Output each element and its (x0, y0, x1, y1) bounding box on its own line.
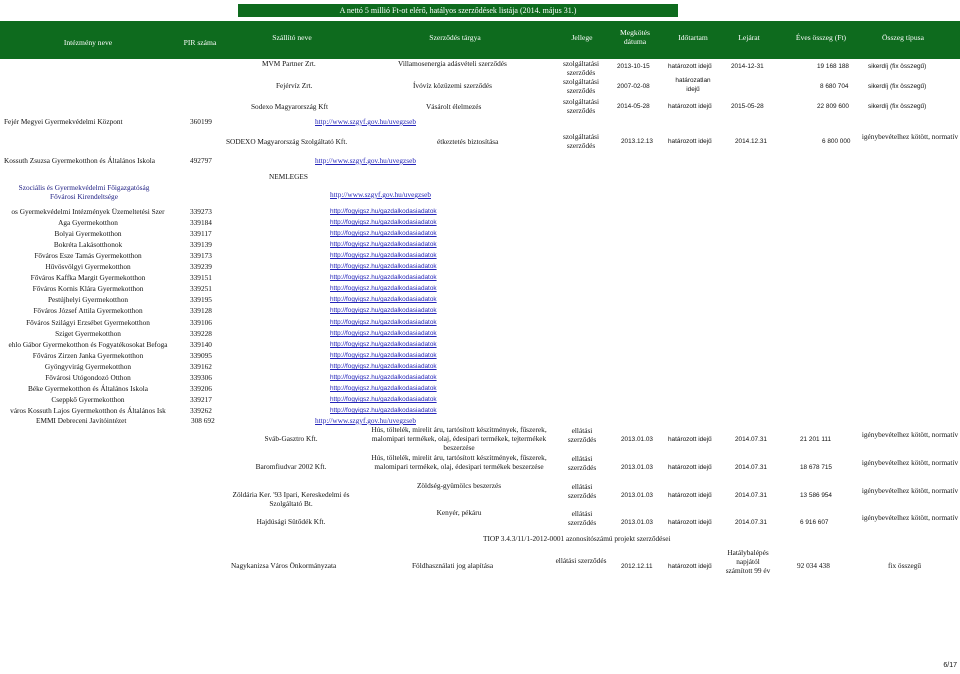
cell-osszeg: 19 168 188 (817, 63, 849, 70)
header-megkotes: Megkötés dátuma (620, 28, 650, 46)
institution-pir: 339195 (190, 295, 212, 304)
cell-osszeg: 6 800 000 (822, 138, 851, 145)
header-jellege: Jellege (571, 33, 593, 42)
institution-pir: 339306 (190, 373, 212, 382)
cell-lejarat: 2014.07.31 (735, 464, 767, 471)
cell-targy: Ívóvíz közüzemi szerződés (413, 81, 493, 90)
institution-name: EMMI Debreceni Javítóintézet (36, 416, 127, 425)
cell-osszeg: 8 680 704 (820, 83, 849, 90)
institution-name: Főváros Esze Tamás Gyermekotthon (34, 251, 142, 260)
cell-ido: határozott idejű (668, 563, 712, 570)
cell-tipus: igénybevételhez kötött, normatív (861, 430, 959, 439)
institution-name: ehlo Gábor Gyermekotthon és Fogyatékosokat Befoga (8, 340, 168, 349)
header-pir: PIR száma (183, 38, 217, 47)
cell-szallito: Baromfiudvar 2002 Kft. (255, 462, 327, 471)
institution-name: Fejér Megyei Gyermekvédelmi Központ (4, 117, 123, 126)
cell-jellege: szolgáltatási szerződés (562, 97, 600, 115)
institution-link[interactable]: http://fogyigsz.hu/gazdalkodasiadatok (330, 219, 437, 226)
cell-tipus: igénybevételhez kötött, normatív (861, 132, 959, 141)
cell-targy: Zöldség-gyümölcs beszerzés (416, 481, 502, 490)
institution-link[interactable]: http://fogyigsz.hu/gazdalkodasiadatok (330, 319, 437, 326)
institution-pir: 339228 (190, 329, 212, 338)
header-lejarat: Lejárat (738, 33, 760, 42)
institution-link[interactable]: http://fogyigsz.hu/gazdalkodasiadatok (330, 341, 437, 348)
institution-pir: 339262 (190, 406, 212, 415)
institution-name: Főváros József Attila Gyermekotthon (33, 306, 143, 315)
cell-jellege: szolgáltatási szerződés (562, 77, 600, 95)
cell-osszeg: 21 201 111 (800, 436, 832, 443)
cell-osszeg: 18 678 715 (800, 464, 832, 471)
institution-link[interactable]: http://fogyigsz.hu/gazdalkodasiadatok (330, 363, 437, 370)
institution-link[interactable]: http://fogyigsz.hu/gazdalkodasiadatok (330, 330, 437, 337)
institution-link[interactable]: http://fogyigsz.hu/gazdalkodasiadatok (330, 208, 437, 215)
cell-targy: Földhasználati jog alapítása (412, 561, 494, 570)
institution-pir: 492797 (190, 156, 212, 165)
institution-pir: 308 692 (191, 416, 215, 425)
institution-pir: 339117 (190, 229, 212, 238)
cell-ido: határozott idejű (668, 138, 712, 145)
cell-tipus: igénybevételhez kötött, normatív (861, 458, 959, 467)
cell-datum: 2007-02-08 (617, 83, 650, 90)
cell-lejarat: 2015-05-28 (731, 103, 764, 110)
cell-ido: határozott idejű (668, 492, 712, 499)
institution-pir: 339139 (190, 240, 212, 249)
institution-name: Főváros Szilágyi Erzsébet Gyermekotthon (26, 318, 150, 327)
cell-targy: Kenyér, pékáru (436, 508, 482, 517)
cell-szallito: Hajdúsági Sütődék Kft. (256, 517, 326, 526)
institution-pir: 339151 (190, 273, 212, 282)
cell-lejarat: 2014.07.31 (735, 492, 767, 499)
cell-osszeg: 92 034 438 (797, 561, 830, 570)
cell-szallito: SODEXO Magyarország Szolgáltató Kft. (226, 137, 348, 146)
institution-link[interactable]: http://fogyigsz.hu/gazdalkodasiadatok (330, 296, 437, 303)
institution-pir: 339162 (190, 362, 212, 371)
institution-name: Főváros Kaffka Margit Gyermekotthon (30, 273, 146, 282)
cell-jellege: ellátási szerződés (555, 556, 607, 565)
institution-link[interactable]: http://fogyigsz.hu/gazdalkodasiadatok (330, 396, 437, 403)
institution-name: Főváros Kornis Klára Gyermekotthon (32, 284, 144, 293)
cell-szallito: Fejérvíz Zrt. (276, 81, 313, 90)
header-intezmeny: Intézmény neve (63, 38, 113, 47)
cell-szallito: Nagykanizsa Város Önkormányzata (231, 561, 337, 570)
institution-name: Hűvösvölgyi Gyermekotthon (45, 262, 131, 271)
institution-link[interactable]: http://fogyigsz.hu/gazdalkodasiadatok (330, 385, 437, 392)
cell-datum: 2014-05-28 (617, 103, 650, 110)
cell-jellege: ellátási szerződés (567, 454, 597, 472)
cell-datum: 2013.12.13 (621, 138, 653, 145)
institution-name: Pestújhelyi Gyermekotthon (47, 295, 129, 304)
institution-pir: 339184 (190, 218, 212, 227)
cell-tipus: sikerdíj (fix összegű) (868, 83, 927, 90)
cell-jellege: ellátási szerződés (567, 509, 597, 527)
cell-datum: 2013-10-15 (617, 63, 650, 70)
institution-link[interactable]: http://www.szgyf.gov.hu/uvegzseb (315, 117, 416, 126)
institution-name: Fővárosi Utógondozó Otthon (45, 373, 131, 382)
nemleges-label: NEMLEGES (269, 172, 308, 181)
institution-link[interactable]: http://fogyigsz.hu/gazdalkodasiadatok (330, 285, 437, 292)
institution-name: Cseppkő Gyermekotthon (51, 395, 125, 404)
cell-szallito: Sodexo Magyarország Kft (251, 102, 329, 111)
cell-datum: 2013.01.03 (621, 464, 653, 471)
header-tipus: Összeg típusa (882, 33, 924, 42)
institution-pir: 339239 (190, 262, 212, 271)
cell-osszeg: 22 809 600 (817, 103, 849, 110)
cell-jellege: ellátási szerződés (567, 482, 597, 500)
cell-osszeg: 13 586 954 (800, 492, 832, 499)
institution-link[interactable]: http://fogyigsz.hu/gazdalkodasiadatok (330, 263, 437, 270)
institution-pir: 339140 (190, 340, 212, 349)
cell-lejarat: 2014.07.31 (735, 519, 767, 526)
cell-targy: Hús, töltelék, mirelit áru, tartósított készítmények, fűszerek, malomipari termékek, olaj, édesipari termékek beszerzése (371, 453, 547, 471)
institution-link[interactable]: http://fogyigsz.hu/gazdalkodasiadatok (330, 252, 437, 259)
cell-datum: 2013.01.03 (621, 436, 653, 443)
institution-pir: 360199 (190, 117, 212, 126)
cell-datum: 2013.01.03 (621, 519, 653, 526)
cell-lejarat: 2014.07.31 (735, 436, 767, 443)
cell-ido: határozott idejű (668, 519, 712, 526)
institution-link[interactable]: http://fogyigsz.hu/gazdalkodasiadatok (330, 307, 437, 314)
cell-datum: 2012.12.11 (621, 563, 653, 570)
cell-targy: Hús, töltelék, mirelit áru, tartósított készítmények, fűszerek, malomipari termékek, olaj, édesipari termékek, tejtermékek beszerzése (371, 425, 547, 452)
cell-ido: határozott idejű (668, 464, 712, 471)
institution-link[interactable]: http://fogyigsz.hu/gazdalkodasiadatok (330, 274, 437, 281)
cell-tipus: fix összegű (888, 561, 922, 570)
cell-ido: határozatlan idejű (675, 77, 711, 93)
cell-szallito: MVM Partner Zrt. (262, 59, 316, 68)
header-eves: Éves összeg (Ft) (795, 33, 847, 42)
cell-targy: Vásárolt élelmezés (426, 102, 482, 111)
institution-pir: 339128 (190, 306, 212, 315)
cell-ido: határozott idejű (668, 103, 712, 110)
cell-tipus: igénybevételhez kötött, normatív (861, 486, 959, 495)
cell-tipus: sikerdíj (fix összegű) (868, 103, 927, 110)
institution-name: város Kossuth Lajos Gyermekotthon és Általános Isk (10, 406, 166, 415)
institution-name: Bolyai Gyermekotthon (54, 229, 122, 238)
institution-pir: 339251 (190, 284, 212, 293)
institution-name: Szociális és Gyermekvédelmi Főigazgatóság Fővárosi Kirendeltsége (18, 183, 150, 201)
institution-name: os Gyermekvédelmi Intézmények Üzemeltetési Szer (11, 207, 165, 216)
cell-targy: étkeztetés biztosítása (437, 137, 499, 146)
institution-name: Kossuth Zsuzsa Gyermekotthon és Általános Iskola (4, 156, 155, 165)
institution-link[interactable]: http://fogyigsz.hu/gazdalkodasiadatok (330, 230, 437, 237)
header-idotartam: Időtartam (678, 33, 708, 42)
cell-osszeg: 6 916 607 (800, 519, 829, 526)
institution-pir: 339106 (190, 318, 212, 327)
institution-link[interactable]: http://www.szgyf.gov.hu/uvegzseb (330, 190, 431, 199)
cell-jellege: ellátási szerződés (567, 426, 597, 444)
cell-targy: Villamosenergia adásvételi szerződés (398, 59, 507, 68)
cell-szallito: Zöldária Ker. '93 Ipari, Kereskedelmi és Szolgáltató Bt. (232, 490, 350, 508)
institution-name: Gyöngyvirág Gyermekotthon (44, 362, 132, 371)
cell-ido: határozott idejű (668, 436, 712, 443)
header-szallito: Szállító neve (272, 33, 312, 42)
cell-lejarat: 2014.12.31 (735, 138, 767, 145)
institution-pir: 339273 (190, 207, 212, 216)
tiop-label: TIOP 3.4.3/11/1-2012-0001 azonosítószámú projekt szerződései (483, 534, 671, 543)
institution-pir: 339095 (190, 351, 212, 360)
institution-link[interactable]: http://fogyigsz.hu/gazdalkodasiadatok (330, 374, 437, 381)
cell-datum: 2013.01.03 (621, 492, 653, 499)
institution-link[interactable]: http://fogyigsz.hu/gazdalkodasiadatok (330, 352, 437, 359)
institution-pir: 339217 (190, 395, 212, 404)
institution-name: Aga Gyermekotthon (58, 218, 118, 227)
institution-name: Béke Gyermekotthon és Általános Iskola (28, 384, 148, 393)
header-targy: Szerződés tárgya (429, 33, 481, 42)
institution-link[interactable]: http://fogyigsz.hu/gazdalkodasiadatok (330, 241, 437, 248)
cell-szallito: Sváb-Gasztro Kft. (264, 434, 318, 443)
cell-jellege: szolgáltatási szerződés (562, 132, 600, 150)
cell-lejarat: 2014-12-31 (731, 63, 764, 70)
institution-pir: 339206 (190, 384, 212, 393)
institution-link[interactable]: http://www.szgyf.gov.hu/uvegzseb (315, 416, 416, 425)
cell-jellege: szolgáltatási szerződés (562, 59, 600, 77)
institution-pir: 339173 (190, 251, 212, 260)
table-title: A nettó 5 millió Ft-ot elérő, hatályos szerződések listája (2014. május 31.) (238, 4, 678, 17)
cell-tipus: igénybevételhez kötött, normatív (861, 513, 959, 522)
institution-link[interactable]: http://fogyigsz.hu/gazdalkodasiadatok (330, 407, 437, 414)
cell-ido: határozott idejű (668, 63, 712, 70)
institution-link[interactable]: http://www.szgyf.gov.hu/uvegzseb (315, 156, 416, 165)
table-header (0, 21, 960, 59)
page-number: 6/17 (943, 662, 957, 669)
institution-name: Bokréta Lakásotthonok (53, 240, 123, 249)
institution-name: Főváros Zirzen Janka Gyermekotthon (32, 351, 144, 360)
cell-tipus: sikerdíj (fix összegű) (868, 63, 927, 70)
cell-lejarat: Hatálybalépés napjától számított 99 év (725, 548, 771, 575)
institution-name: Sziget Gyermekotthon (55, 329, 121, 338)
